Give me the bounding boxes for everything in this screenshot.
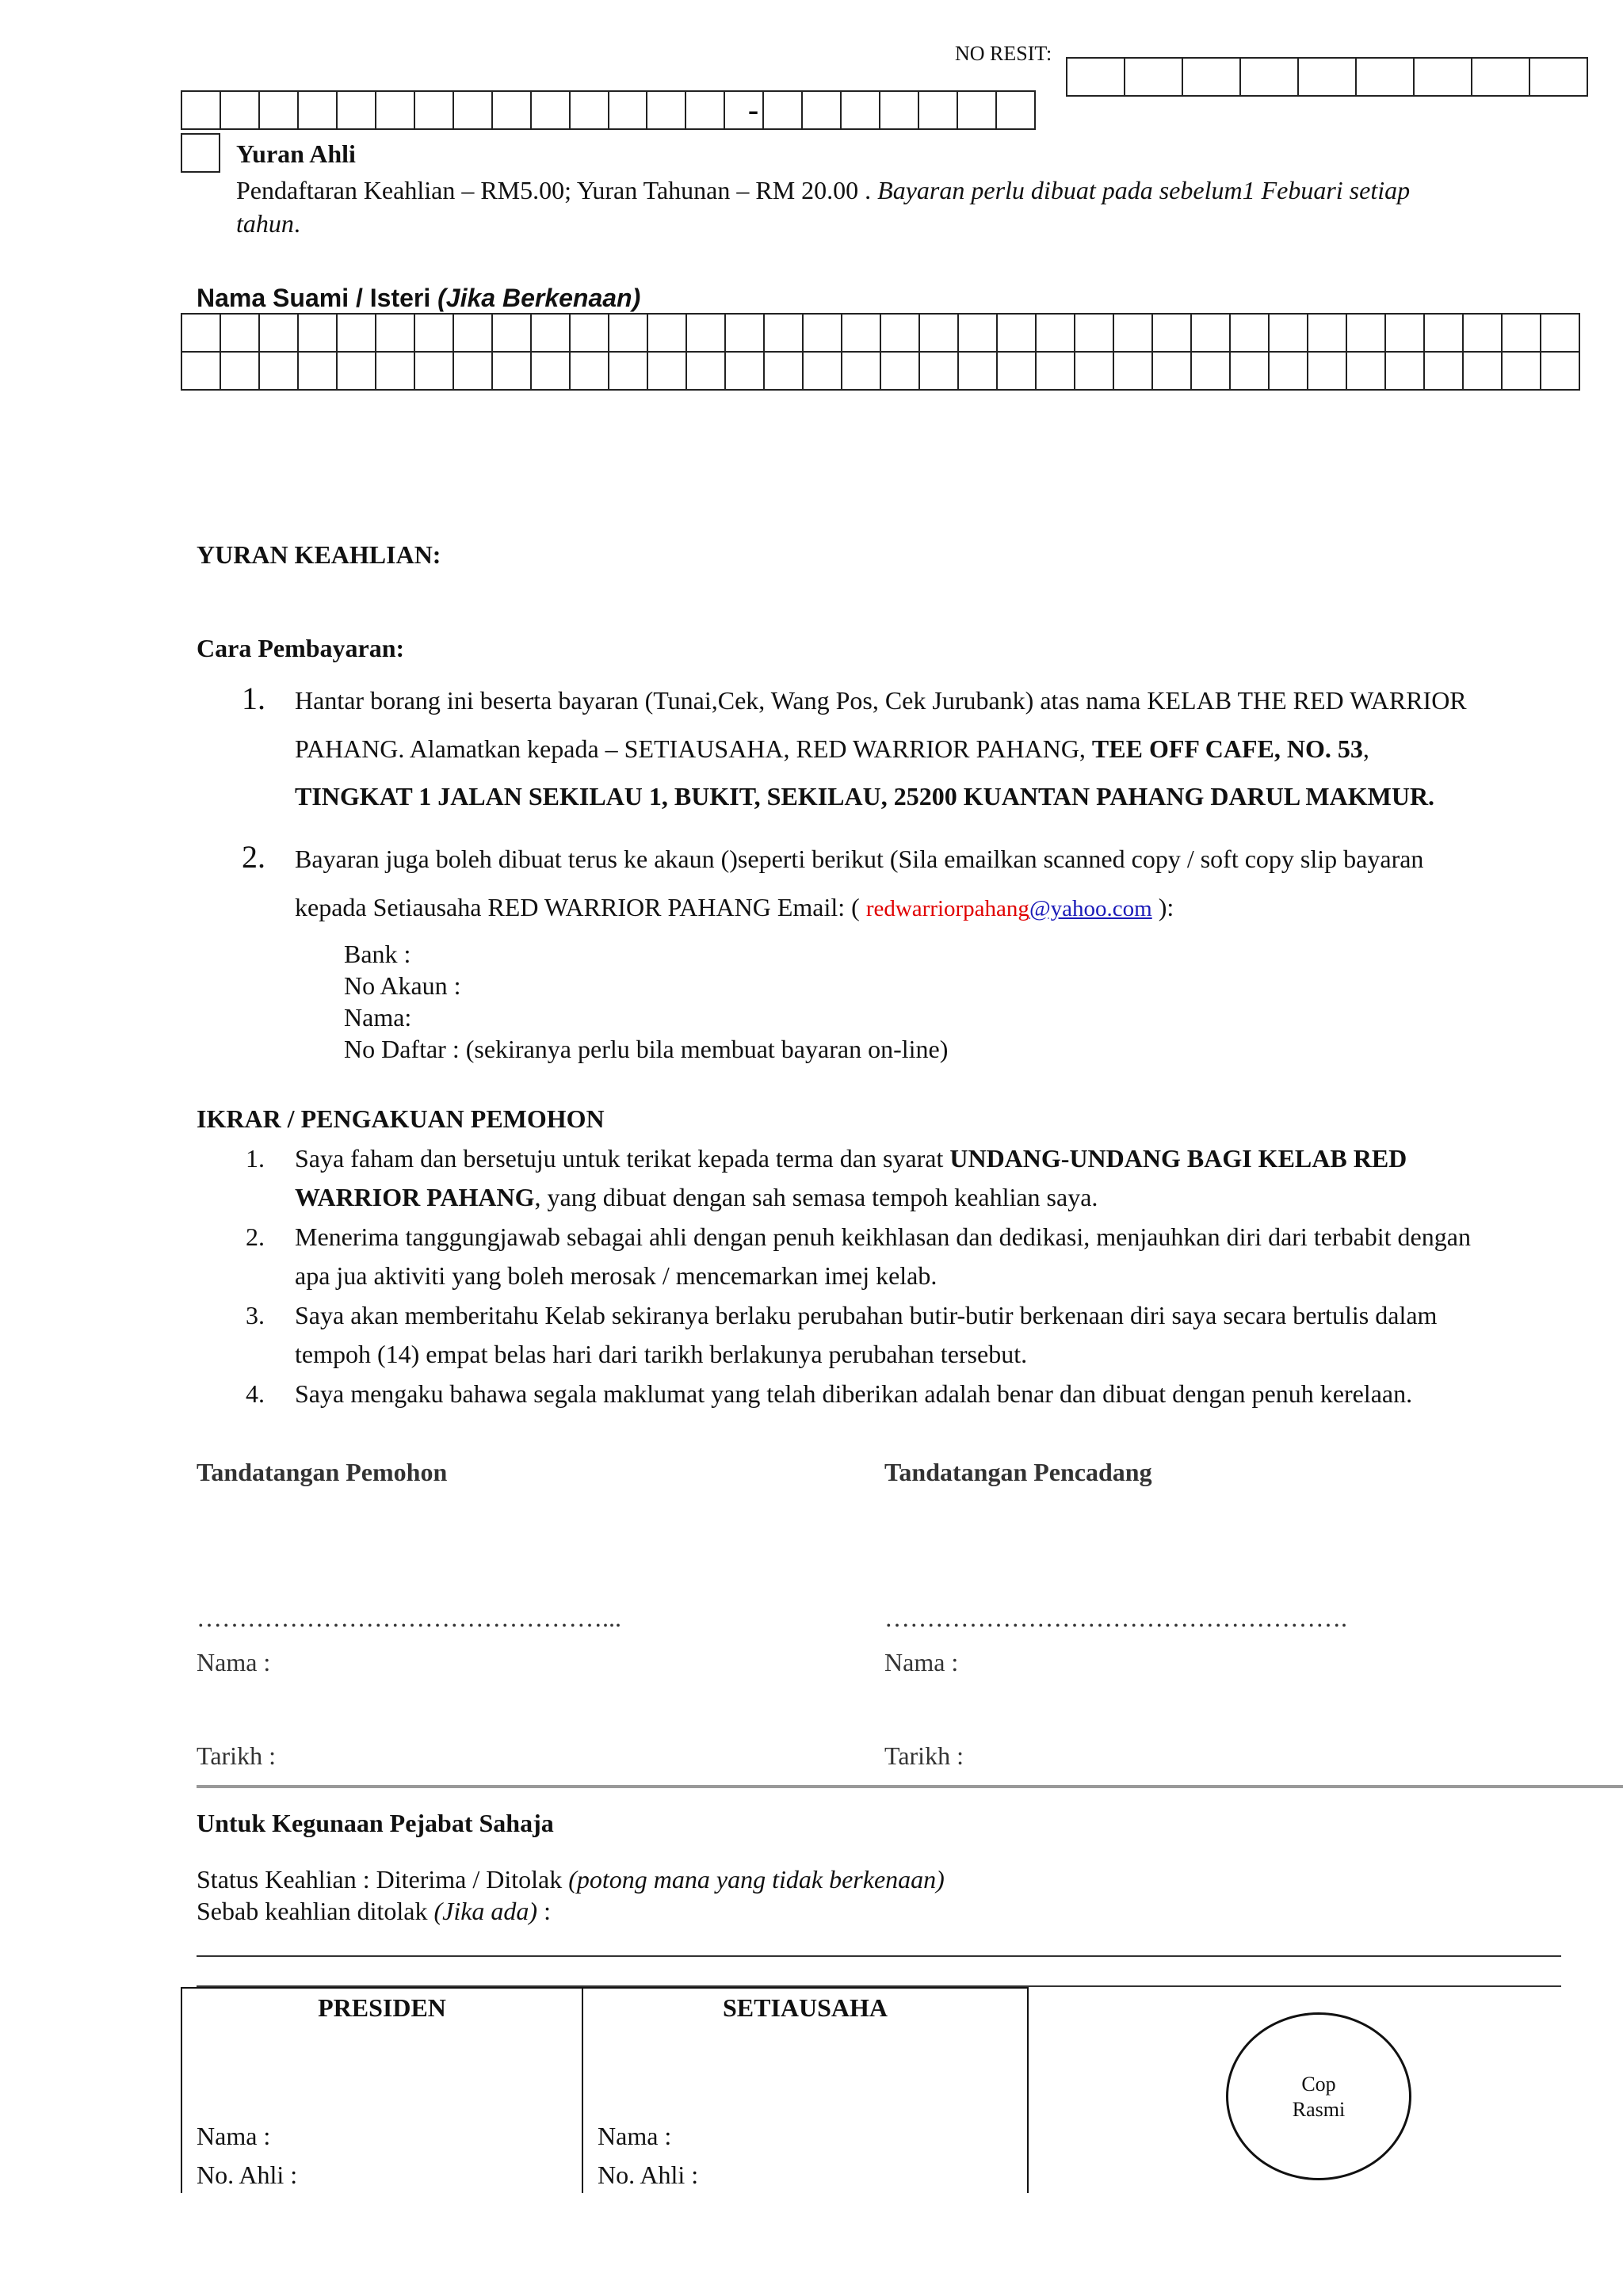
input-box[interactable] — [258, 90, 299, 130]
cara-item1-address-a: PAHANG. Alamatkan kepada – SETIAUSAHA, RED WARRIOR PAHANG, — [295, 734, 1092, 763]
input-box[interactable] — [802, 313, 842, 353]
input-box[interactable] — [996, 351, 1037, 391]
presiden-heading: PRESIDEN — [318, 1993, 446, 2022]
ikrar-4-line1: Saya mengaku bahawa segala maklumat yang telah diberikan adalah benar dan dibuat dengan penuh kerelaan. — [295, 1379, 1413, 1408]
yuran-ahli-fees: Pendaftaran Keahlian – RM5.00; Yuran Tahunan – RM 20.00 . — [236, 176, 878, 204]
input-box[interactable] — [608, 90, 648, 130]
input-box[interactable] — [1540, 313, 1580, 353]
ikrar-1-text-b: UNDANG-UNDANG BAGI KELAB RED — [949, 1144, 1407, 1173]
yuran-ahli-title: Yuran Ahli — [236, 139, 356, 168]
office-title: Untuk Kegunaan Pejabat Sahaja — [197, 1809, 554, 1837]
id-number-boxes-b[interactable] — [646, 90, 1036, 130]
input-box[interactable] — [879, 90, 919, 130]
input-box[interactable] — [957, 90, 997, 130]
yuran-ahli-checkbox[interactable] — [181, 133, 220, 173]
input-box[interactable] — [1307, 313, 1347, 353]
cara-item1-line3: TINGKAT 1 JALAN SEKILAU 1, BUKIT, SEKILAU, 25200 KUANTAN PAHANG DARUL MAKMUR. — [295, 782, 1435, 810]
input-box[interactable] — [880, 313, 920, 353]
input-box[interactable] — [685, 313, 726, 353]
input-box[interactable] — [453, 351, 493, 391]
input-box[interactable] — [375, 90, 415, 130]
input-box[interactable] — [258, 351, 299, 391]
ikrar-1-text-d: , yang dibuat dengan sah semasa tempoh keahlian saya. — [534, 1183, 1098, 1211]
input-box[interactable] — [336, 351, 376, 391]
input-box[interactable] — [1384, 351, 1425, 391]
cara-item2-line2 — [295, 891, 1174, 925]
akaun-label: No Akaun : — [344, 971, 461, 1000]
setiausaha-nama-label: Nama : — [598, 2122, 672, 2150]
id-dash: - — [747, 92, 759, 128]
input-box[interactable] — [491, 313, 532, 353]
input-box[interactable] — [685, 351, 726, 391]
pencadang-nama-label: Nama : — [884, 1648, 959, 1676]
no-resit-boxes[interactable] — [1066, 57, 1588, 97]
official-stamp-circle — [1226, 2012, 1411, 2180]
cara-item2-email-pre: kepada Setiausaha RED WARRIOR PAHANG Email: ( — [295, 893, 866, 921]
input-box[interactable] — [1529, 57, 1588, 97]
input-box[interactable] — [258, 313, 299, 353]
cop-line-1: Cop — [1301, 2073, 1336, 2096]
table-right-border — [1027, 1987, 1029, 2193]
no-daftar-label: No Daftar : (sekiranya perlu bila membuat bayaran on-line) — [344, 1035, 949, 1063]
input-box[interactable] — [375, 351, 415, 391]
yuran-keahlian-title: YURAN KEAHLIAN: — [197, 540, 441, 569]
ikrar-1-num: 1. — [246, 1144, 265, 1173]
input-box[interactable] — [1190, 313, 1231, 353]
no-resit-label: NO RESIT: — [955, 42, 1052, 65]
input-box[interactable] — [1346, 351, 1386, 391]
input-box[interactable] — [647, 313, 687, 353]
input-box[interactable] — [414, 90, 454, 130]
ikrar-3-line2: tempoh (14) empat belas hari dari tarikh berlakunya perubahan tersebut. — [295, 1340, 1028, 1368]
presiden-no-ahli-label: No. Ahli : — [197, 2161, 298, 2189]
input-box[interactable] — [996, 313, 1037, 353]
input-box[interactable] — [453, 313, 493, 353]
input-box[interactable] — [530, 313, 571, 353]
input-box[interactable] — [1423, 313, 1464, 353]
ikrar-1-text-a: Saya faham dan bersetuju untuk terikat kepada terma dan syarat — [295, 1144, 950, 1173]
input-box[interactable] — [1501, 313, 1541, 353]
input-box[interactable] — [646, 90, 686, 130]
input-box[interactable] — [763, 313, 804, 353]
pencadang-tarikh-label: Tarikh : — [884, 1741, 964, 1770]
input-box[interactable] — [569, 351, 609, 391]
ikrar-1-text-c: WARRIOR PAHANG — [295, 1183, 535, 1211]
input-box[interactable] — [336, 313, 376, 353]
setiausaha-heading: SETIAUSAHA — [722, 1993, 888, 2022]
input-box[interactable] — [647, 351, 687, 391]
input-box[interactable] — [569, 313, 609, 353]
input-box[interactable] — [1413, 57, 1472, 97]
input-box[interactable] — [491, 90, 532, 130]
yuran-ahli-desc — [236, 174, 1544, 206]
input-box[interactable] — [1462, 313, 1503, 353]
ikrar-3-num: 3. — [246, 1301, 265, 1329]
ikrar-3-line1: Saya akan memberitahu Kelab sekiranya berlaku perubahan butir-butir berkenaan diri saya secara bertulis dalam — [295, 1301, 1438, 1329]
section-divider — [197, 1785, 1623, 1788]
input-box[interactable] — [608, 351, 648, 391]
input-box[interactable] — [375, 313, 415, 353]
input-box[interactable] — [1384, 313, 1425, 353]
spouse-name-row-1[interactable] — [181, 313, 1580, 353]
input-box[interactable] — [1074, 351, 1114, 391]
input-box[interactable] — [995, 90, 1036, 130]
email-domain[interactable]: @yahoo.com — [1029, 896, 1152, 921]
tandatangan-pencadang-label: Tandatangan Pencadang — [884, 1458, 1152, 1486]
input-box[interactable] — [297, 351, 338, 391]
input-box[interactable] — [1346, 313, 1386, 353]
input-box[interactable] — [414, 313, 454, 353]
input-box[interactable] — [1423, 351, 1464, 391]
yuran-ahli-desc-2 — [236, 208, 300, 239]
nama-akaun-label: Nama: — [344, 1003, 412, 1032]
input-box[interactable] — [801, 90, 842, 130]
input-box[interactable] — [608, 313, 648, 353]
input-box[interactable] — [1471, 57, 1530, 97]
input-box[interactable] — [181, 351, 221, 391]
input-box[interactable] — [957, 313, 998, 353]
status-keahlian-text: Status Keahlian : Diterima / Ditolak — [197, 1865, 569, 1894]
yuran-ahli-note-2: tahun — [236, 209, 294, 238]
ikrar-title: IKRAR / PENGAKUAN PEMOHON — [197, 1104, 605, 1133]
input-box[interactable] — [220, 90, 260, 130]
input-box[interactable] — [1113, 313, 1153, 353]
ikrar-2-line1: Menerima tanggungjawab sebagai ahli dengan penuh keikhlasan dan dedikasi, menjauhkan diri dari terbabit dengan — [295, 1222, 1471, 1251]
input-box[interactable] — [1307, 351, 1347, 391]
input-box[interactable] — [724, 313, 765, 353]
setiausaha-no-ahli-label: No. Ahli : — [598, 2161, 699, 2189]
input-box[interactable] — [1113, 351, 1153, 391]
input-box[interactable] — [1066, 57, 1125, 97]
cara-title: Cara Pembayaran: — [197, 634, 405, 662]
input-box[interactable] — [841, 351, 881, 391]
presiden-nama-label: Nama : — [197, 2122, 271, 2150]
status-keahlian-note: (potong mana yang tidak berkenaan) — [568, 1865, 945, 1894]
input-box[interactable] — [1355, 57, 1415, 97]
input-box[interactable] — [802, 351, 842, 391]
input-box[interactable] — [840, 90, 880, 130]
input-box[interactable] — [1229, 351, 1270, 391]
input-box[interactable] — [1151, 313, 1192, 353]
ikrar-2-line2: apa jua aktiviti yang boleh merosak / mencemarkan imej kelab. — [295, 1261, 938, 1290]
yuran-ahli-period: . — [293, 209, 300, 238]
ikrar-1-line2 — [295, 1181, 1098, 1213]
sebab-ditolak-colon: : — [537, 1897, 551, 1925]
input-box[interactable] — [453, 90, 493, 130]
input-box[interactable] — [220, 351, 260, 391]
input-box[interactable] — [1540, 351, 1580, 391]
ikrar-4-num: 4. — [246, 1379, 265, 1408]
input-box[interactable] — [957, 351, 998, 391]
cara-item1-line2 — [295, 733, 1369, 765]
ikrar-2-num: 2. — [246, 1222, 265, 1251]
input-box[interactable] — [724, 351, 765, 391]
input-box[interactable] — [1190, 351, 1231, 391]
input-box[interactable] — [530, 351, 571, 391]
input-box[interactable] — [220, 313, 260, 353]
input-box[interactable] — [918, 313, 959, 353]
tandatangan-pemohon-label: Tandatangan Pemohon — [197, 1458, 448, 1486]
input-box[interactable] — [918, 351, 959, 391]
input-box[interactable] — [1074, 313, 1114, 353]
cara-item1-address-b: TEE OFF CAFE, NO. 53 — [1091, 734, 1363, 763]
email-user[interactable]: redwarriorpahang — [865, 896, 1029, 921]
input-box[interactable] — [1501, 351, 1541, 391]
cara-item1-line1: Hantar borang ini beserta bayaran (Tunai,Cek, Wang Pos, Cek Jurubank) atas nama KELAB THE RED WARRIOR — [295, 686, 1467, 715]
input-box[interactable] — [297, 313, 338, 353]
cara-item2-email-post: ): — [1151, 893, 1174, 921]
cara-item1-num: 1. — [242, 681, 265, 716]
sebab-ditolak-text: Sebab keahlian ditolak — [197, 1897, 434, 1925]
cara-item2-line1: Bayaran juga boleh dibuat terus ke akaun ()seperti berikut (Sila emailkan scanned copy / soft copy slip bayaran — [295, 845, 1424, 873]
input-box[interactable] — [763, 351, 804, 391]
input-box[interactable] — [530, 90, 571, 130]
signature-line-pemohon[interactable]: …………………………………………... — [197, 1604, 621, 1632]
input-box[interactable] — [1182, 57, 1241, 97]
input-box[interactable] — [1151, 351, 1192, 391]
input-box[interactable] — [1462, 351, 1503, 391]
input-box[interactable] — [1035, 351, 1075, 391]
input-box[interactable] — [1124, 57, 1183, 97]
cop-line-2: Rasmi — [1292, 2098, 1346, 2121]
cara-item1-address-c: , — [1362, 734, 1369, 763]
input-box[interactable] — [1035, 313, 1075, 353]
input-box[interactable] — [336, 90, 376, 130]
input-box[interactable] — [1297, 57, 1357, 97]
input-box[interactable] — [880, 351, 920, 391]
spouse-label-note: (Jika Berkenaan) — [437, 284, 641, 312]
bank-label: Bank : — [344, 940, 411, 968]
pemohon-nama-label: Nama : — [197, 1648, 271, 1676]
input-box[interactable] — [569, 90, 609, 130]
table-top-border — [181, 1987, 1029, 1989]
input-box[interactable] — [491, 351, 532, 391]
cara-item2-num: 2. — [242, 839, 265, 875]
sebab-ditolak — [197, 1895, 551, 1927]
signature-line-pencadang[interactable]: ………………………………………………. — [884, 1604, 1347, 1632]
id-number-boxes-a[interactable] — [181, 90, 648, 130]
yuran-ahli-note: Bayaran perlu dibuat pada sebelum1 Febuari setiap — [877, 176, 1411, 204]
input-box[interactable] — [297, 90, 338, 130]
input-box[interactable] — [1229, 313, 1270, 353]
sebab-ditolak-note: (Jika ada) — [433, 1897, 538, 1925]
input-box[interactable] — [414, 351, 454, 391]
input-box[interactable] — [181, 313, 221, 353]
spouse-label-text: Nama Suami / Isteri — [197, 284, 438, 312]
input-box[interactable] — [181, 90, 221, 130]
spouse-name-row-2[interactable] — [181, 351, 1580, 391]
spouse-label — [197, 282, 640, 314]
pemohon-tarikh-label: Tarikh : — [197, 1741, 276, 1770]
input-box[interactable] — [841, 313, 881, 353]
sebab-line-1[interactable] — [197, 1955, 1561, 1957]
input-box[interactable] — [1268, 313, 1308, 353]
input-box[interactable] — [918, 90, 958, 130]
input-box[interactable] — [685, 90, 725, 130]
ikrar-1-line1 — [295, 1142, 1407, 1174]
status-keahlian — [197, 1863, 945, 1895]
input-box[interactable] — [1239, 57, 1299, 97]
input-box[interactable] — [1268, 351, 1308, 391]
